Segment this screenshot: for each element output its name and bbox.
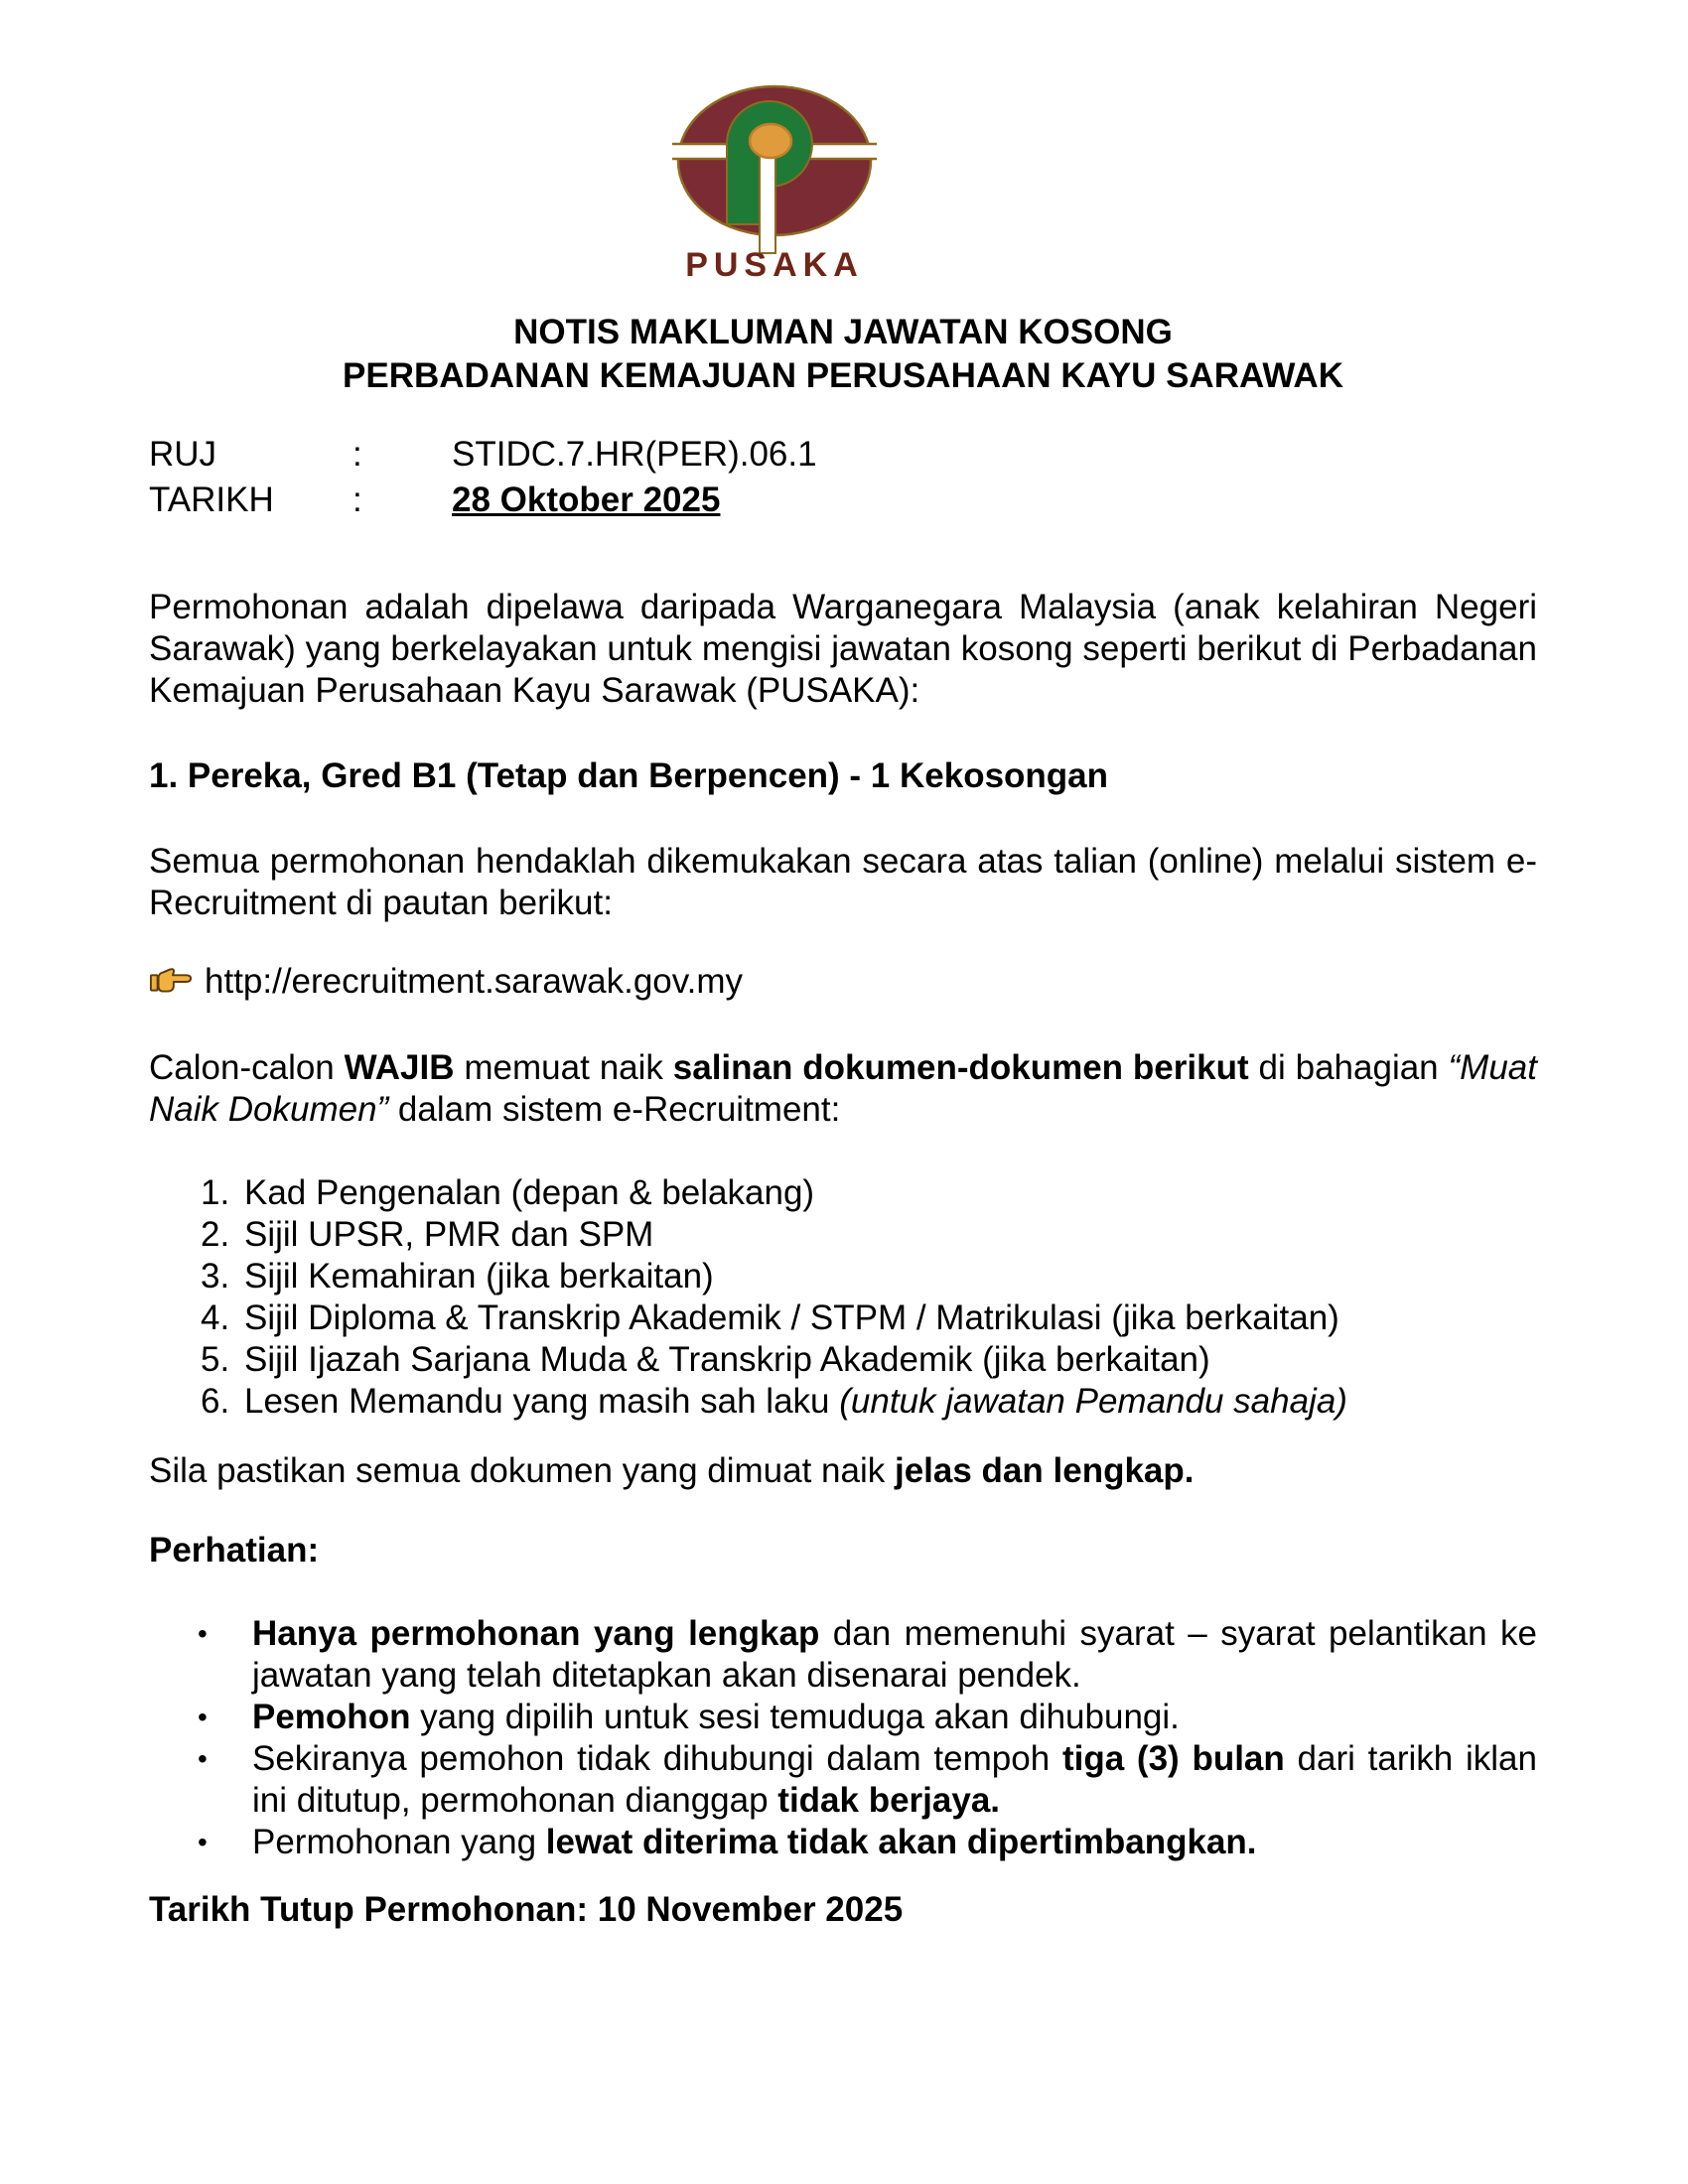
attention-heading: Perhatian: [149,1531,320,1570]
ref-row-ruj [149,432,1537,478]
item-marker: 3. [201,1257,230,1296]
list-item [149,1822,1537,1863]
item-marker: 5. [201,1340,230,1379]
ref-label-tarikh: TARIKH [149,480,274,519]
item-text: Kad Pengenalan (depan & belakang) [244,1173,815,1212]
pointing-hand-icon [149,964,193,1000]
reference-block [149,432,1537,523]
ref-value-tarikh: 28 Oktober 2025 [452,480,721,519]
item-text: Permohonan yang lewat diterima tidak akan dipertimbangkan. [252,1823,1257,1861]
item-text: Sijil Ijazah Sarjana Muda & Transkrip Akademik (jika berkaitan) [244,1340,1210,1379]
item-marker: 4. [201,1298,230,1337]
intro-paragraph: Permohonan adalah dipelawa daripada Warganegara Malaysia (anak kelahiran Negeri Sarawak) yang berkelayakan untuk mengisi jawatan kosong seperti berikut di Perbadanan Kemajuan Perusahaan Kayu Sarawak (PUSAKA): [149,588,1537,710]
notice-title-line2: PERBADANAN KEMAJUAN PERUSAHAAN KAYU SARAWAK [343,356,1343,395]
list-item [149,1172,1537,1214]
item-text: Sekiranya pemohon tidak dihubungi dalam tempoh tiga (3) bulan dari tarikh iklan ini ditutup, permohonan dianggap tidak berjaya. [252,1739,1537,1820]
bullet-icon: • [198,1618,208,1649]
bullet-icon: • [198,1702,208,1732]
list-item [149,1697,1537,1738]
item-marker: 6. [201,1382,230,1421]
pusaka-logo [670,84,879,288]
vacancy-heading: 1. Pereka, Gred B1 (Tetap dan Berpencen) - 1 Kekosongan [149,756,1109,795]
ref-label-ruj: RUJ [149,435,217,474]
erecruitment-url[interactable]: http://erecruitment.sarawak.gov.my [205,962,744,1001]
upload-instruction-paragraph: Calon-calon WAJIB memuat naik salinan dokumen-dokumen berikut di bahagian “Muat Naik Dokumen” dalam sistem e-Recruitment: [149,1048,1537,1129]
logo-orange-center [750,124,791,158]
list-item [149,1256,1537,1297]
list-item [149,1613,1537,1697]
attention-list [149,1613,1537,1863]
item-text: Sijil Kemahiran (jika berkaitan) [244,1257,714,1296]
item-marker: 2. [201,1215,230,1254]
bullet-icon: • [198,1743,208,1774]
item-text: Pemohon yang dipilih untuk sesi temuduga akan dihubungi. [252,1698,1180,1736]
bullet-icon: • [198,1827,208,1857]
ref-separator: : [352,435,362,474]
notice-title-line1: NOTIS MAKLUMAN JAWATAN KOSONG [513,313,1173,351]
list-item [149,1381,1537,1423]
ref-row-tarikh [149,478,1537,523]
item-text: Hanya permohonan yang lengkap dan memenuhi syarat – syarat pelantikan ke jawatan yang telah ditetapkan akan disenarai pendek. [252,1614,1538,1695]
documents-list [149,1172,1537,1423]
item-text: Sijil UPSR, PMR dan SPM [244,1215,654,1254]
erecruitment-link-row [149,958,1537,1006]
list-item [149,1297,1537,1339]
submission-paragraph: Semua permohonan hendaklah dikemukakan secara atas talian (online) melalui sistem e-Recruitment di pautan berikut: [149,842,1537,922]
list-item [149,1339,1537,1381]
ref-separator: : [352,480,362,519]
ref-value-ruj: STIDC.7.HR(PER).06.1 [452,435,817,474]
item-text: Sijil Diploma & Transkrip Akademik / STPM / Matrikulasi (jika berkaitan) [244,1298,1339,1337]
logo-wordmark: PUSAKA [685,246,864,283]
list-item [149,1214,1537,1256]
item-text: Lesen Memandu yang masih sah laku (untuk jawatan Pemandu sahaja) [244,1382,1347,1421]
closing-date-line: Tarikh Tutup Permohonan: 10 November 2025 [149,1890,904,1929]
list-item [149,1738,1537,1822]
item-marker: 1. [201,1173,230,1212]
reminder-line: Sila pastikan semua dokumen yang dimuat naik jelas dan lengkap. [149,1451,1195,1490]
pusaka-logo-graphic [670,84,879,283]
